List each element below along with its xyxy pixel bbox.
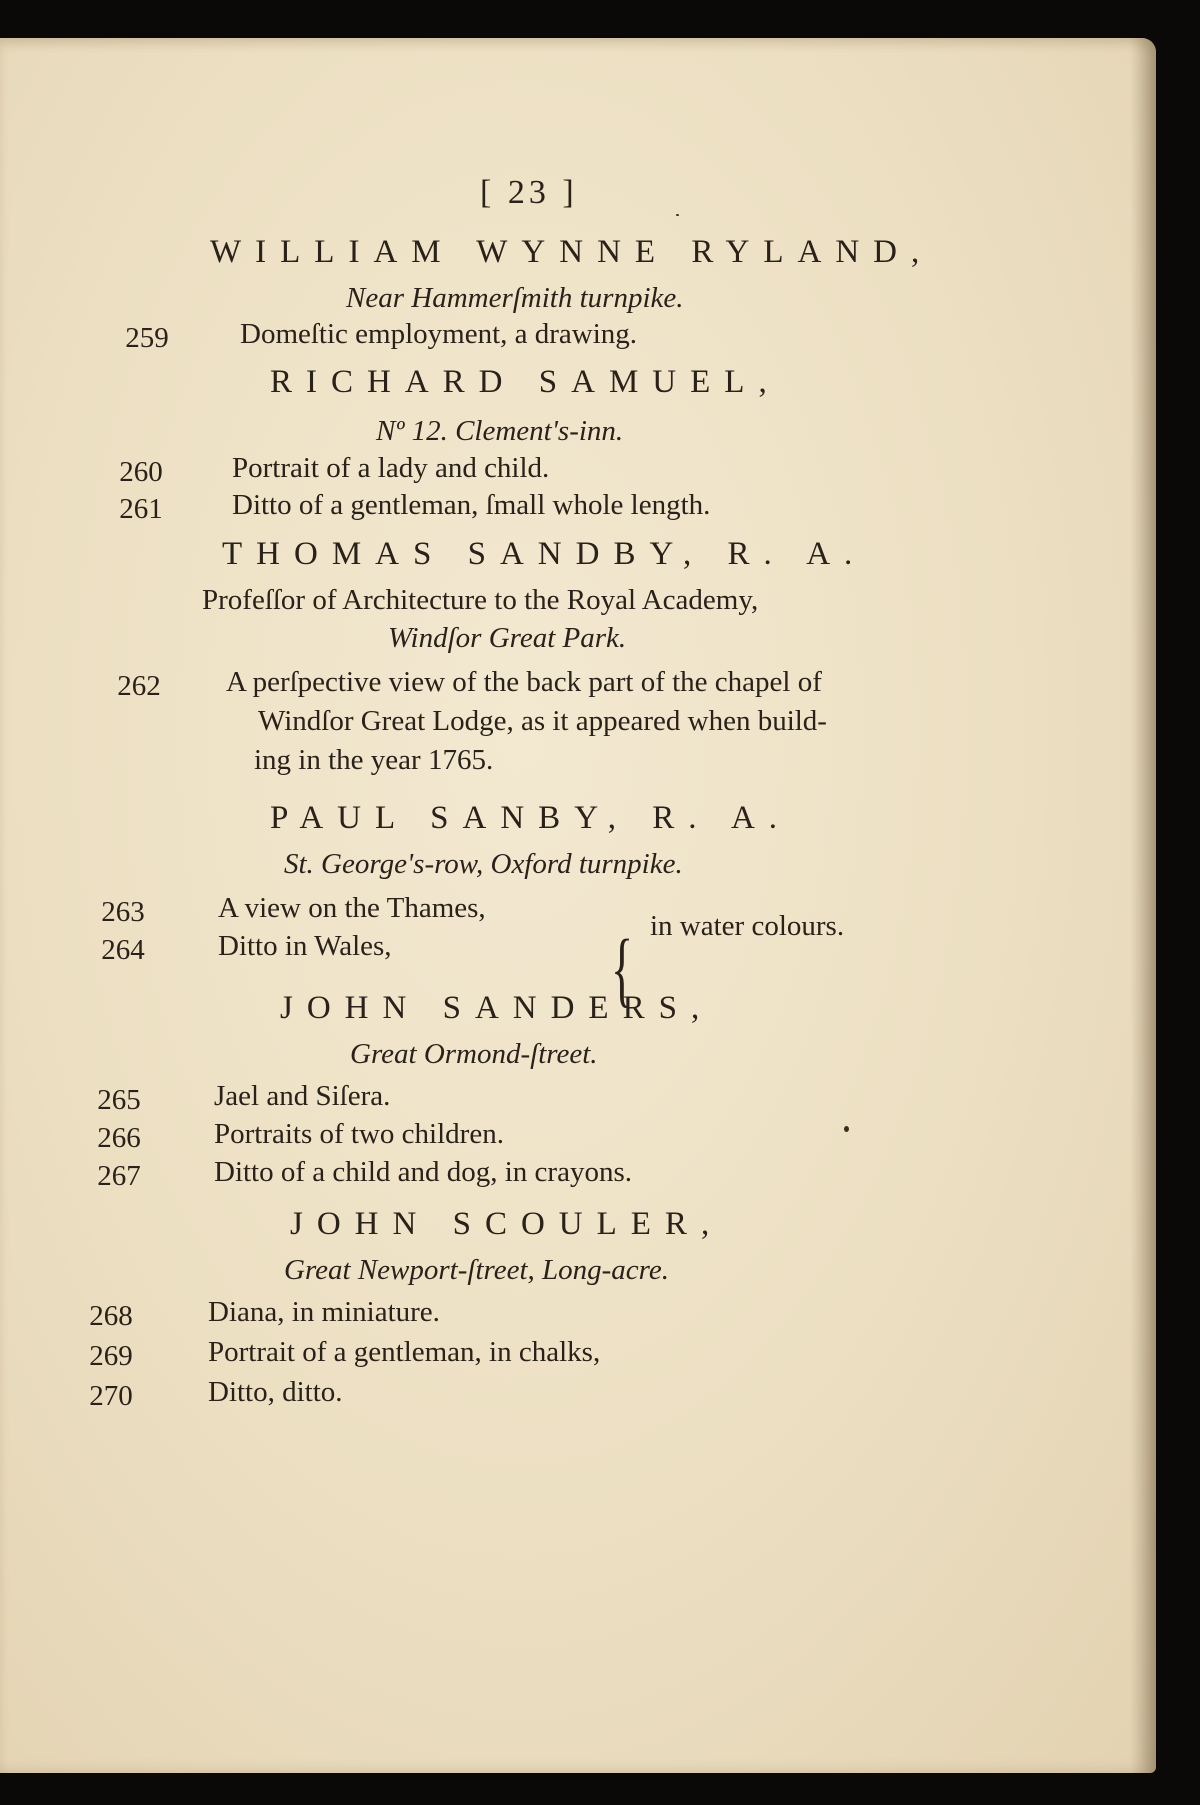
entry-title-line: A perſpective view of the back part of the chapel of — [226, 666, 822, 698]
page-edge-shadow — [1130, 38, 1156, 1773]
artist-address: St. George's-row, Oxford turnpike. — [284, 848, 683, 880]
entry-number: 260 — [119, 456, 163, 488]
entry-number: 262 — [117, 670, 161, 702]
artist-heading: RICHARD SAMUEL, — [270, 364, 781, 400]
artist-address: Great Newport-ſtreet, Long-acre. — [284, 1254, 670, 1286]
artist-address: Near Hammerſmith turnpike. — [346, 282, 684, 314]
paper-speck — [676, 214, 679, 216]
entry-title: Diana, in miniature. — [208, 1296, 440, 1328]
entry-number: 265 — [97, 1084, 141, 1116]
book-page — [0, 38, 1156, 1773]
page-number: [ 23 ] — [480, 174, 578, 211]
entry-number: 268 — [89, 1300, 133, 1332]
artist-heading: JOHN SANDERS, — [280, 990, 714, 1026]
entry-title-line: ing in the year 1765. — [254, 744, 494, 776]
entry-number: 263 — [101, 896, 145, 928]
entry-number: 270 — [89, 1380, 133, 1412]
entry-number: 267 — [97, 1160, 141, 1192]
artist-affiliation: Profeſſor of Architecture to the Royal Academy, — [202, 584, 759, 616]
entry-number: 259 — [125, 322, 169, 354]
entry-title-line: Windſor Great Lodge, as it appeared when build- — [258, 705, 827, 737]
entry-number: 261 — [119, 493, 163, 525]
artist-address: Nº 12. Clement's-inn. — [376, 415, 624, 447]
entry-title: Ditto in Wales, — [218, 930, 392, 962]
entry-title: A view on the Thames, — [218, 892, 486, 924]
entry-number: 269 — [89, 1340, 133, 1372]
artist-heading: THOMAS SANDBY, R. A. — [222, 536, 867, 572]
paper-speck — [844, 1126, 849, 1132]
entry-title: Jael and Siſera. — [214, 1080, 391, 1112]
entry-number: 266 — [97, 1122, 141, 1154]
entry-title: Portrait of a gentleman, in chalks, — [208, 1336, 601, 1368]
artist-heading: WILLIAM WYNNE RYLAND, — [210, 234, 934, 270]
group-note: in water colours. — [650, 910, 845, 942]
entry-title: Portrait of a lady and child. — [232, 452, 550, 484]
grouping-brace: { — [611, 923, 634, 1016]
artist-heading: PAUL SANBY, R. A. — [270, 800, 792, 836]
entry-title: Ditto of a gentleman, ſmall whole length. — [232, 489, 711, 521]
artist-heading: JOHN SCOULER, — [290, 1206, 724, 1242]
entry-title: Ditto of a child and dog, in crayons. — [214, 1156, 632, 1188]
entry-title: Portraits of two children. — [214, 1118, 504, 1150]
entry-title: Domeſtic employment, a drawing. — [240, 318, 638, 350]
entry-title: Ditto, ditto. — [208, 1376, 343, 1408]
artist-address: Windſor Great Park. — [388, 622, 627, 654]
entry-number: 264 — [101, 934, 145, 966]
artist-address: Great Ormond-ſtreet. — [350, 1038, 598, 1070]
